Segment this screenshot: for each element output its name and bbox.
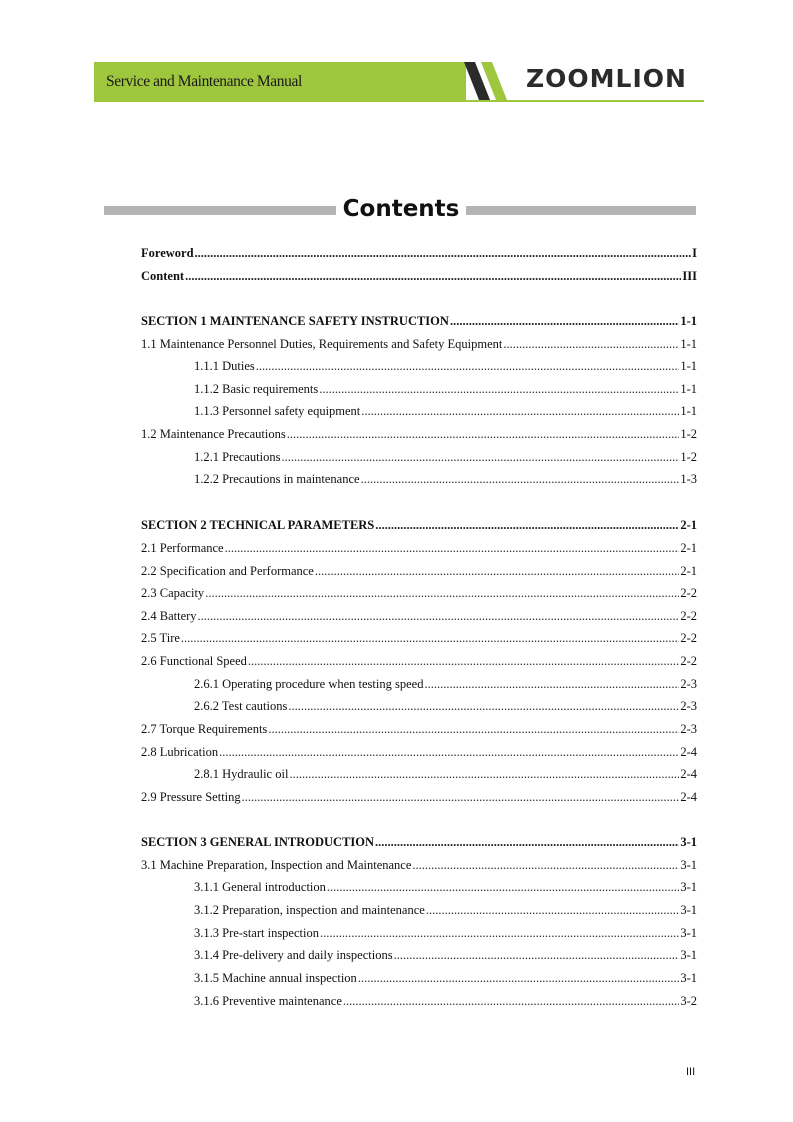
toc-dot-leader xyxy=(319,380,679,398)
toc-entry-page: 3-1 xyxy=(680,926,697,940)
toc-entry-title: Content xyxy=(141,269,185,283)
toc-entry[interactable] xyxy=(194,969,697,987)
toc-entry-page: 1-1 xyxy=(680,314,697,328)
toc-dot-leader xyxy=(198,607,680,625)
toc-dot-leader xyxy=(225,539,680,557)
toc-dot-leader xyxy=(185,267,681,285)
toc-entry[interactable] xyxy=(194,901,697,919)
toc-entry-page: 1-1 xyxy=(680,404,697,418)
toc-entry-page: 3-2 xyxy=(680,994,697,1008)
toc-entry[interactable] xyxy=(141,244,697,262)
toc-entry-title: 2.2 Specification and Performance xyxy=(141,564,314,578)
toc-entry-title: 3.1.6 Preventive maintenance xyxy=(194,994,342,1008)
toc-entry[interactable] xyxy=(194,470,697,488)
toc-dot-leader xyxy=(426,901,679,919)
toc-entry-page: 3-1 xyxy=(680,971,697,985)
heading-bar-right xyxy=(466,206,696,215)
header-band xyxy=(94,62,466,100)
toc-dot-leader xyxy=(450,312,679,330)
toc-entry-title: 3.1.3 Pre-start inspection xyxy=(194,926,319,940)
toc-entry[interactable] xyxy=(194,924,697,942)
toc-entry[interactable] xyxy=(141,856,697,874)
toc-entry-page: 1-2 xyxy=(680,427,697,441)
toc-entry-page: 3-1 xyxy=(680,835,697,849)
toc-entry-title: 3.1.4 Pre-delivery and daily inspections xyxy=(194,948,393,962)
toc-entry[interactable] xyxy=(141,539,697,557)
toc-entry[interactable] xyxy=(141,562,697,580)
toc-entry-title: 1.1.1 Duties xyxy=(194,359,255,373)
toc-entry-title: 1.2.2 Precautions in maintenance xyxy=(194,472,360,486)
header-underline xyxy=(94,100,704,102)
page-number: III xyxy=(686,1066,696,1078)
toc-dot-leader xyxy=(195,244,692,262)
toc-entry-title: 2.6.2 Test cautions xyxy=(194,699,288,713)
contents-title: Contents xyxy=(342,196,460,222)
toc-entry-title: 2.4 Battery xyxy=(141,609,197,623)
toc-entry-page: 2-4 xyxy=(680,790,697,804)
toc-entry-page: 2-1 xyxy=(680,518,697,532)
toc-entry[interactable] xyxy=(141,267,697,285)
toc-entry[interactable] xyxy=(141,312,697,330)
toc-entry-page: 2-2 xyxy=(680,631,697,645)
toc-entry[interactable] xyxy=(194,878,697,896)
toc-dot-leader xyxy=(181,629,679,647)
toc-entry-title: 1.1 Maintenance Personnel Duties, Requirements and Safety Equipment xyxy=(141,337,503,351)
toc-entry-page: 2-1 xyxy=(680,541,697,555)
toc-entry[interactable] xyxy=(141,425,697,443)
toc-entry-title: 1.2.1 Precautions xyxy=(194,450,281,464)
toc-entry[interactable] xyxy=(141,516,697,534)
toc-dot-leader xyxy=(256,357,680,375)
toc-entry-title: 2.6.1 Operating procedure when testing speed xyxy=(194,677,424,691)
toc-dot-leader xyxy=(503,335,679,353)
toc-entry-page: 2-4 xyxy=(680,767,697,781)
toc-dot-leader xyxy=(412,856,679,874)
toc-entry-page: 2-2 xyxy=(680,586,697,600)
toc-entry[interactable] xyxy=(141,743,697,761)
toc-entry-title: 3.1.2 Preparation, inspection and maintenance xyxy=(194,903,425,917)
toc-dot-leader xyxy=(288,697,679,715)
toc-dot-leader xyxy=(320,924,679,942)
toc-entry-page: 1-1 xyxy=(680,359,697,373)
toc-dot-leader xyxy=(205,584,679,602)
toc-entry-page: 1-2 xyxy=(680,450,697,464)
toc-entry-title: 3.1.1 General introduction xyxy=(194,880,326,894)
toc-entry-page: 1-1 xyxy=(680,337,697,351)
toc-entry[interactable] xyxy=(194,357,697,375)
toc-entry-page: 3-1 xyxy=(680,858,697,872)
heading-bar-left xyxy=(104,206,336,215)
toc-entry-page: 1-1 xyxy=(680,382,697,396)
toc-entry[interactable] xyxy=(194,992,697,1010)
toc-entry[interactable] xyxy=(194,380,697,398)
toc-dot-leader xyxy=(248,652,679,670)
toc-entry-page: 3-1 xyxy=(680,948,697,962)
toc-entry-title: 2.8.1 Hydraulic oil xyxy=(194,767,289,781)
toc-entry[interactable] xyxy=(141,720,697,738)
toc-entry-title: 1.1.3 Personnel safety equipment xyxy=(194,404,361,418)
toc-entry-page: I xyxy=(692,246,697,260)
toc-entry-title: 3.1.5 Machine annual inspection xyxy=(194,971,357,985)
toc-entry-title: SECTION 2 TECHNICAL PARAMETERS xyxy=(141,518,375,532)
toc-entry-page: 1-3 xyxy=(680,472,697,486)
toc-entry-title: 2.8 Lubrication xyxy=(141,745,219,759)
toc-entry-page: 2-3 xyxy=(680,677,697,691)
toc-dot-leader xyxy=(375,516,679,534)
toc-entry-title: 2.3 Capacity xyxy=(141,586,205,600)
toc-entry[interactable] xyxy=(194,765,697,783)
toc-dot-leader xyxy=(375,833,679,851)
toc-entry[interactable] xyxy=(194,675,697,693)
toc-dot-leader xyxy=(315,562,679,580)
toc-entry[interactable] xyxy=(194,448,697,466)
toc-entry-title: 2.5 Tire xyxy=(141,631,180,645)
toc-entry[interactable] xyxy=(194,697,697,715)
toc-dot-leader xyxy=(281,448,679,466)
toc-entry-page: 2-2 xyxy=(680,654,697,668)
toc-dot-leader xyxy=(268,720,679,738)
toc-entry-title: 2.6 Functional Speed xyxy=(141,654,247,668)
toc-entry[interactable] xyxy=(141,652,697,670)
toc-entry-title: 2.9 Pressure Setting xyxy=(141,790,241,804)
toc-dot-leader xyxy=(361,470,680,488)
toc-entry[interactable] xyxy=(194,946,697,964)
zoomlion-logo-mark-icon xyxy=(464,62,520,100)
toc-dot-leader xyxy=(242,788,680,806)
toc-entry[interactable] xyxy=(141,788,697,806)
toc-dot-leader xyxy=(289,765,679,783)
toc-entry-title: SECTION 1 MAINTENANCE SAFETY INSTRUCTION xyxy=(141,314,449,328)
toc-dot-leader xyxy=(343,992,679,1010)
toc-entry-page: 2-3 xyxy=(680,699,697,713)
toc-entry-page: 2-4 xyxy=(680,745,697,759)
toc-entry-page: 2-3 xyxy=(680,722,697,736)
toc-entry[interactable] xyxy=(141,584,697,602)
toc-dot-leader xyxy=(219,743,679,761)
toc-dot-leader xyxy=(394,946,680,964)
toc-entry-title: SECTION 3 GENERAL INTRODUCTION xyxy=(141,835,375,849)
toc-entry[interactable] xyxy=(141,335,697,353)
toc-dot-leader xyxy=(358,969,680,987)
toc-entry[interactable] xyxy=(194,402,697,420)
toc-entry[interactable] xyxy=(141,607,697,625)
toc-entry[interactable] xyxy=(141,629,697,647)
toc-dot-leader xyxy=(327,878,679,896)
toc-entry-title: 2.7 Torque Requirements xyxy=(141,722,268,736)
toc-entry-page: 2-2 xyxy=(680,609,697,623)
manual-title: Service and Maintenance Manual xyxy=(106,73,302,90)
toc-entry-title: 2.1 Performance xyxy=(141,541,224,555)
toc-entry-page: 2-1 xyxy=(680,564,697,578)
toc-entry-page: 3-1 xyxy=(680,880,697,894)
toc-entry-title: Foreword xyxy=(141,246,194,260)
toc-dot-leader xyxy=(424,675,679,693)
toc-dot-leader xyxy=(287,425,680,443)
page-header xyxy=(94,62,704,102)
toc-entry-title: 1.2 Maintenance Precautions xyxy=(141,427,286,441)
contents-heading xyxy=(104,196,696,224)
toc-entry-title: 1.1.2 Basic requirements xyxy=(194,382,319,396)
toc-entry-page: III xyxy=(682,269,697,283)
toc-entry-title: 3.1 Machine Preparation, Inspection and Maintenance xyxy=(141,858,412,872)
toc-entry-page: 3-1 xyxy=(680,903,697,917)
toc-dot-leader xyxy=(361,402,679,420)
toc-entry[interactable] xyxy=(141,833,697,851)
zoomlion-logo-text: ZOOMLION xyxy=(526,64,687,93)
